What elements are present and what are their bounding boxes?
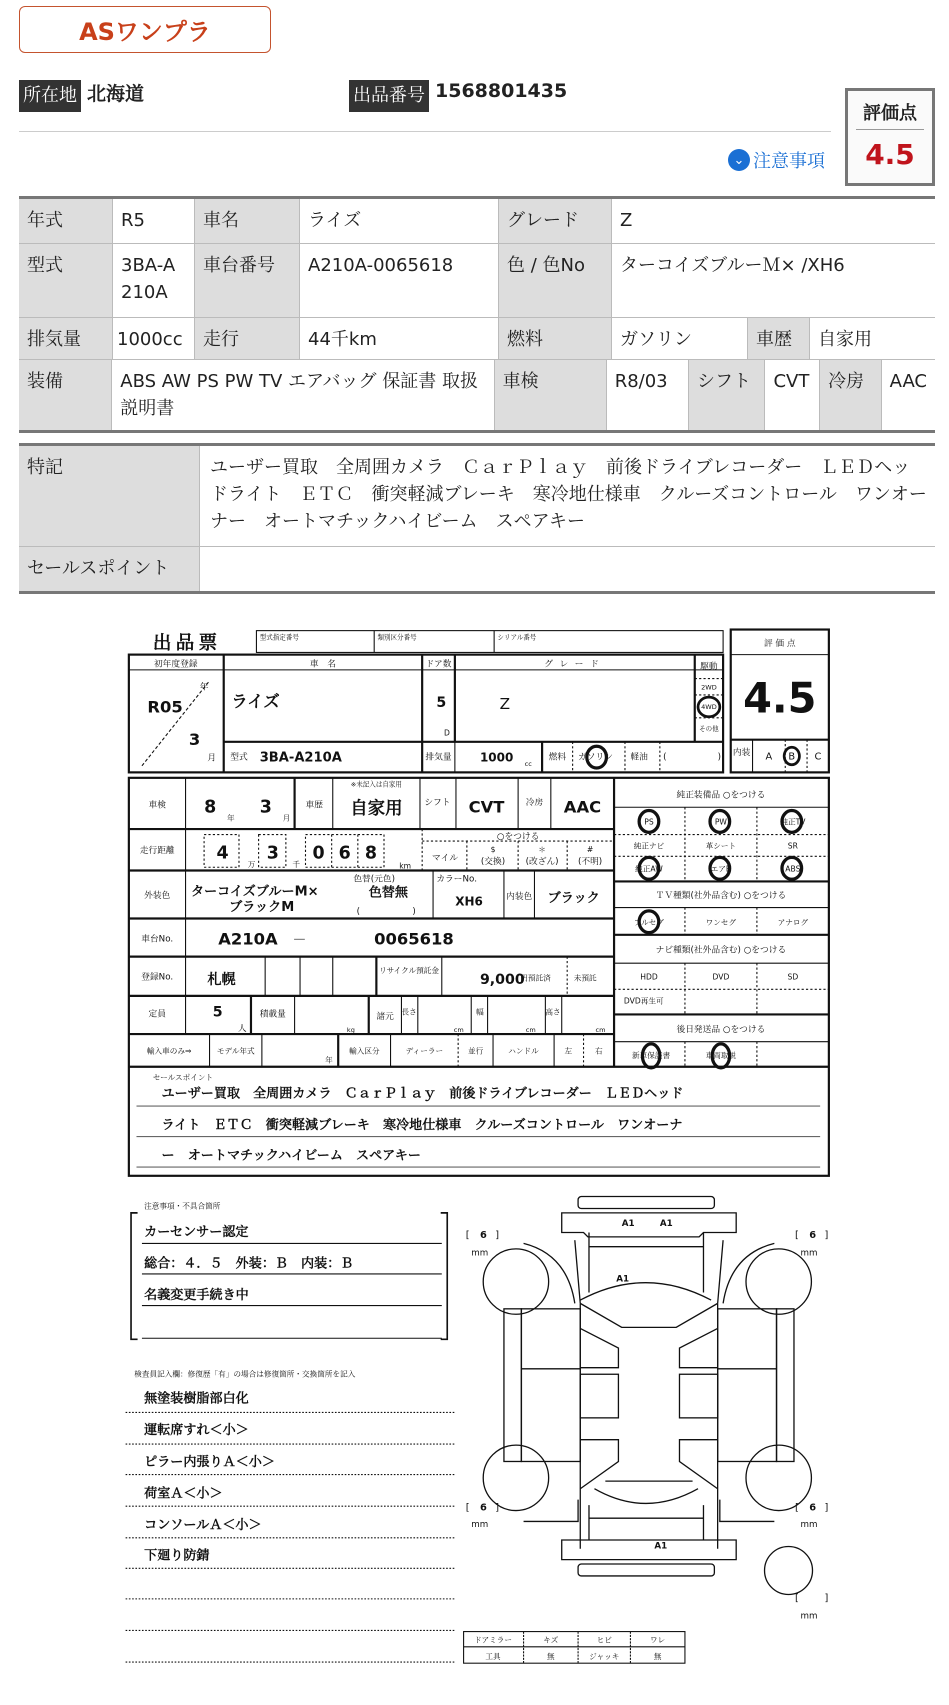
handle-right: 右 <box>594 1046 603 1056</box>
tv-header: ＴＶ種類(社外品含む) ○をつける <box>655 890 787 901</box>
bracket: ] <box>824 1593 829 1605</box>
parallel-option: 並行 <box>467 1046 484 1056</box>
mileage-mark: ＊ <box>538 844 546 854</box>
equipment-label: 装備 <box>19 360 112 430</box>
navi-header: ナビ種類(社外品含む) ○をつける <box>655 945 787 956</box>
history-label: 車歴 <box>748 318 810 359</box>
inspector-line: 荷室Ａ＜小＞ <box>144 1486 223 1502</box>
handle-left: 左 <box>564 1046 573 1056</box>
equipment-value: ABS AW PS PW TV エアバッグ 保証書 取扱説明書 <box>112 360 494 430</box>
color-label: 色 / 色No <box>499 244 612 317</box>
equip-option: 純正AW <box>635 864 663 874</box>
mileage-digit: 0 <box>312 843 325 864</box>
interior-grade: A <box>765 751 773 763</box>
import-label: 輸入車のみ⇒ <box>146 1046 192 1056</box>
equip-option: エアB <box>710 864 732 874</box>
sales-point-label: セールスポイント <box>19 547 200 591</box>
equip-option: PW <box>714 817 727 827</box>
ac-label: 冷房 <box>525 798 544 809</box>
auction-sheet-image <box>0 611 949 1685</box>
ext-color: ターコイズブルーM× <box>191 884 319 900</box>
equip-option: PS <box>644 817 654 827</box>
width-label: 幅 <box>476 1007 484 1017</box>
unit: 月 <box>282 813 291 823</box>
mileage-digit: 8 <box>364 843 377 864</box>
ac-label: 冷房 <box>820 360 882 430</box>
mark-label: ○をつける <box>496 831 540 842</box>
unit: km <box>399 861 412 871</box>
shift-label: シフト <box>424 798 451 809</box>
displacement-value: 1000cc <box>113 318 195 359</box>
model-label: 型式 <box>230 752 248 763</box>
reg-label: 登録No. <box>141 972 174 983</box>
repaint-paren: ( ) <box>356 907 416 918</box>
navi-option: SD <box>787 972 799 982</box>
sheet-ac: AAC <box>563 797 602 817</box>
unit: cc <box>524 759 532 768</box>
unit: kg <box>346 1025 355 1034</box>
divider <box>19 131 831 132</box>
tread-depth: 6 <box>809 1229 817 1241</box>
brand-logo-button[interactable] <box>19 6 271 53</box>
inspector-line: 下廻り防錆 <box>144 1548 210 1564</box>
unit: mm <box>800 1248 818 1259</box>
unit: cm <box>525 1025 536 1034</box>
navi-option: DVD <box>712 972 730 982</box>
table-cell: ヒビ <box>596 1635 612 1645</box>
table-cell: 工具 <box>485 1651 501 1661</box>
bracket: [ <box>795 1593 799 1605</box>
name-label: 車名 <box>195 199 300 243</box>
fuel-option: ガソリン <box>578 752 613 763</box>
equip-option: ABS <box>785 864 801 874</box>
capacity-value: 5 <box>212 1004 223 1021</box>
unit: mm <box>471 1519 489 1530</box>
caution-line: 総合：４．５ 外装：Ｂ 内装：Ｂ <box>144 1256 354 1272</box>
chevron-down-icon: ⌄ <box>728 149 750 171</box>
ext-color: ブラックM <box>229 899 295 915</box>
notes-table <box>19 443 935 594</box>
score-label: 評価点 <box>856 91 924 130</box>
drive-option: その他 <box>699 724 719 733</box>
tv-option: フルセグ <box>633 918 665 928</box>
model-label: 型式 <box>19 244 113 317</box>
damage-mark: A1 <box>616 1274 630 1285</box>
mileage-digit: 4 <box>216 843 229 864</box>
inspection-value: R8/03 <box>607 360 689 430</box>
displacement-label: 排気量 <box>19 318 113 359</box>
field-label: シリアル番号 <box>497 633 537 642</box>
inspector-line: 運転席すれ＜小＞ <box>144 1423 249 1439</box>
equip-option: SR <box>787 841 798 851</box>
inspection-month: 3 <box>259 797 272 818</box>
chassis-prefix: A210A <box>218 929 278 949</box>
color-no: XH6 <box>455 894 483 909</box>
notice-link-label: 注意事項 <box>753 151 825 172</box>
inspection-label: 車検 <box>495 360 607 430</box>
mileage-mark: (不明) <box>577 856 603 867</box>
repaint-value: 色替無 <box>368 885 408 901</box>
mileage-label: 走行 <box>195 318 300 359</box>
dims-label: 諸元 <box>376 1011 394 1022</box>
unit: 年 <box>226 813 235 823</box>
later-header: 後日発送品 ○をつける <box>676 1024 766 1035</box>
sheet-history: 自家用 <box>350 798 403 819</box>
model-year-label: モデル年式 <box>216 1046 255 1056</box>
interior-grade: B <box>788 751 796 763</box>
field-label: 型式指定番号 <box>259 633 299 642</box>
fuel-option: ) <box>717 752 722 763</box>
fuel-label: 燃料 <box>548 752 567 763</box>
bracket: ] <box>495 1229 500 1241</box>
model-value: 3BA-A210A <box>113 244 195 317</box>
year-value: R5 <box>113 199 195 243</box>
dealer-option: ディーラー <box>405 1046 444 1056</box>
year-label: 年式 <box>19 199 113 243</box>
later-option: 新車保証書 <box>632 1051 671 1061</box>
shift-value: CVT <box>765 360 820 430</box>
drive-option: 2WD <box>701 683 717 692</box>
listing-number-field <box>349 80 567 112</box>
int-color-label: 内装色 <box>506 891 533 902</box>
unit: mm <box>800 1611 818 1622</box>
inspection-year: 8 <box>204 797 217 818</box>
drive-option: 4WD <box>701 703 717 712</box>
capacity-label: 定員 <box>148 1009 166 1020</box>
table-cell: ジャッキ <box>589 1651 620 1661</box>
unit: cm <box>595 1025 606 1034</box>
mileage-mark: マイル <box>432 853 459 864</box>
listing-number-value: 1568801435 <box>435 80 568 102</box>
ac-value: AAC <box>889 371 928 392</box>
recycle-label: リサイクル預託金 <box>379 965 440 975</box>
height-label: 高さ <box>545 1007 561 1017</box>
sheet-grade: Z <box>499 695 511 714</box>
shift-label: シフト <box>689 360 765 430</box>
bracket: ] <box>824 1502 829 1514</box>
unit: cm <box>453 1025 464 1034</box>
int-color: ブラック <box>547 891 600 907</box>
sheet-model: 3BA-A210A <box>259 750 342 766</box>
bracket: [ <box>795 1229 799 1241</box>
tread-depth: 6 <box>809 1502 817 1514</box>
caution-line: カーセンサー認定 <box>144 1224 249 1240</box>
bracket: [ <box>465 1502 470 1514</box>
bracket: [ <box>795 1502 799 1514</box>
ext-color-label: 外装色 <box>144 890 171 901</box>
interior-grade: C <box>814 751 822 763</box>
table-cell: ワレ <box>650 1635 666 1645</box>
unit: 月 <box>207 753 217 764</box>
damage-mark: A1 <box>654 1541 668 1552</box>
sales-line: ユーザー買取 全周囲カメラ ＣａｒＰｌａｙ 前後ドライブレコーダー ＬＥＤヘッド <box>161 1086 684 1102</box>
recycle-paid: 円預託済 <box>520 973 551 983</box>
header-drive: 駆動 <box>700 661 718 672</box>
grade-value: Z <box>620 210 633 231</box>
table-cell: キズ <box>543 1635 559 1645</box>
mileage-digit: 6 <box>338 843 351 864</box>
history-note: ※未記入は自家用 <box>350 780 402 789</box>
table-cell: ドアミラー <box>474 1635 512 1645</box>
inspector-line: ピラー内張りＡ＜小＞ <box>144 1454 275 1470</box>
grade-label: グレード <box>499 199 612 243</box>
inspector-line: 無塗装樹脂部白化 <box>144 1391 249 1407</box>
sales-line: ライト ＥＴＣ 衝突軽減ブレーキ 寒冷地仕様車 クルーズコントロール ワンオーナ <box>161 1117 683 1133</box>
chassis-dash: － <box>292 932 307 949</box>
handle-label: ハンドル <box>508 1046 539 1056</box>
unit: mm <box>471 1248 489 1259</box>
table-cell: 無 <box>653 1651 662 1661</box>
chassis-number: 0065618 <box>374 929 454 949</box>
first-reg-month: 3 <box>188 730 201 750</box>
damage-mark: A1 <box>659 1218 673 1229</box>
unit: D <box>443 728 450 738</box>
length-label: 長さ <box>401 1007 417 1017</box>
sales-line: ー オートマチックハイビーム スペアキー <box>161 1148 421 1164</box>
table-cell: 無 <box>547 1651 555 1661</box>
tv-option: ワンセグ <box>705 918 737 928</box>
mileage-digit: 3 <box>266 843 279 864</box>
header-doors: ドア数 <box>425 659 452 670</box>
location-value: 北海道 <box>87 83 145 105</box>
bracket: ] <box>824 1229 829 1241</box>
special-notes-value: ユーザー買取 全周囲カメラ ＣａｒＰｌａｙ 前後ドライブレコーダー ＬＥＤヘッドライト ＥＴＣ 衝突軽減ブレーキ 寒冷地仕様車 クルーズコントロール ワンオーナー オートマチックハイビーム スペアキー <box>210 457 927 532</box>
equip-option: 純正TV <box>780 817 806 827</box>
import-type-label: 輸入区分 <box>349 1046 380 1056</box>
unit: 千 <box>292 860 301 870</box>
sales-point-value <box>200 547 935 591</box>
unit: 万 <box>247 860 256 870</box>
recycle-value: 9,000 <box>479 971 525 988</box>
brand-name: ASワンプラ <box>79 18 211 46</box>
inspection-label: 車検 <box>148 800 166 811</box>
repaint-label: 色替(元色) <box>353 874 396 885</box>
mileage-mark: # <box>586 844 594 854</box>
fuel-option: ( <box>663 752 667 763</box>
equip-header: 純正装備品 ○をつける <box>676 790 766 801</box>
sheet-displacement: 1000 <box>479 750 514 765</box>
inspector-label: 検査員記入欄：修復歴「有」の場合は修復箇所・交換箇所を記入 <box>134 1369 356 1379</box>
unit: 年 <box>325 1055 333 1065</box>
equip-option: 革シート <box>705 841 737 851</box>
displacement-label: 排気量 <box>425 752 452 763</box>
history-label: 車歴 <box>305 800 323 811</box>
navi-option: HDD <box>640 972 658 982</box>
recycle-unpaid: 未預託 <box>573 973 597 983</box>
mileage-value: 44千km <box>300 318 499 359</box>
sheet-sales-label: セールスポイント <box>152 1072 214 1082</box>
reg-value: 札幌 <box>207 971 236 988</box>
field-label: 類別区分番号 <box>377 633 417 642</box>
mileage-mark: (交換) <box>480 856 506 867</box>
chassis-label: 車台No. <box>141 934 174 945</box>
inspector-line: コンソールＡ＜小＞ <box>144 1518 262 1534</box>
sheet-shift: CVT <box>468 797 505 817</box>
score-box <box>845 88 935 186</box>
equip-option: 純正ナビ <box>633 841 665 851</box>
bracket: ] <box>495 1502 500 1514</box>
unit: mm <box>800 1519 818 1530</box>
car-damage-diagram <box>483 1197 812 1595</box>
interior-label: 内装 <box>732 747 751 758</box>
damage-mark: A1 <box>621 1218 635 1229</box>
notice-link[interactable] <box>728 147 825 173</box>
tv-option: アナログ <box>777 918 809 928</box>
fuel-value: ガソリン <box>612 318 748 359</box>
caution-line: 名義変更手続き中 <box>144 1288 249 1304</box>
load-label: 積載量 <box>259 1009 286 1020</box>
fuel-option: 軽油 <box>630 752 648 763</box>
header-grade: グレード <box>544 659 606 670</box>
score-value: 4.5 <box>865 138 915 171</box>
unit: 年 <box>199 682 209 693</box>
sheet-title: 出品票 <box>152 633 222 655</box>
color-no-label: カラーNo. <box>436 874 477 885</box>
mileage-mark: (改ざん) <box>525 856 559 867</box>
sheet-score-label: 評 価 点 <box>763 638 796 649</box>
caution-label: 注意事項・不具合箇所 <box>144 1201 221 1211</box>
mileage-label: 走行距離 <box>139 846 175 857</box>
header-name: 車 名 <box>309 659 337 670</box>
spec-table <box>19 196 935 433</box>
color-value: ターコイズブルーＭ× /XH6 <box>620 255 845 276</box>
dvd-play: DVD再生可 <box>623 996 664 1006</box>
tread-depth: 6 <box>479 1229 487 1241</box>
mileage-mark: $ <box>490 844 496 854</box>
sheet-score-value: 4.5 <box>743 674 817 723</box>
chassis-label: 車台番号 <box>195 244 300 317</box>
location-field <box>19 80 144 112</box>
name-value: ライズ <box>300 199 499 243</box>
tread-depth: 6 <box>479 1502 487 1514</box>
later-option: 車両取説 <box>705 1051 737 1061</box>
first-reg-year: R05 <box>147 697 183 717</box>
fuel-label: 燃料 <box>499 318 612 359</box>
chassis-value: A210A-0065618 <box>300 244 499 317</box>
sheet-car-name: ライズ <box>231 691 280 711</box>
bracket: [ <box>465 1229 470 1241</box>
history-value: 自家用 <box>818 329 872 350</box>
location-label: 所在地 <box>19 80 81 112</box>
header-first-reg: 初年度登録 <box>153 659 198 670</box>
unit: 人 <box>237 1023 247 1034</box>
listing-number-label: 出品番号 <box>349 80 429 112</box>
special-notes-label: 特記 <box>19 446 200 546</box>
sheet-doors: 5 <box>436 694 447 711</box>
